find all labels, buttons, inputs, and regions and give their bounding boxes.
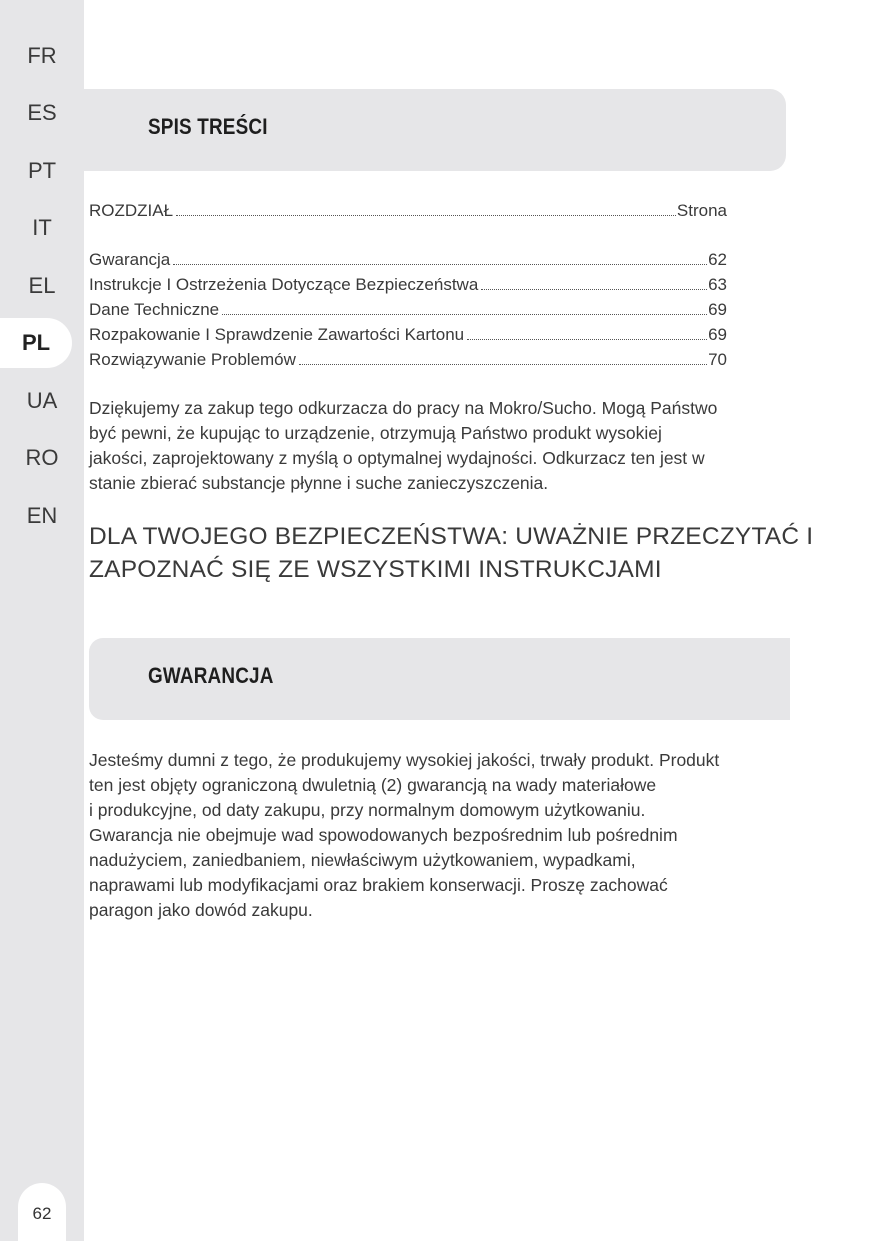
- toc-leader-dots: [299, 363, 707, 365]
- toc-entry-page: 62: [708, 250, 727, 269]
- safety-heading: [89, 520, 813, 586]
- heading-line: ZAPOZNAĆ SIĘ ZE WSZYSTKIMI INSTRUKCJAMI: [89, 556, 662, 583]
- paragraph-line: naprawami lub modyfikacjami oraz brakiem konserwacji. Proszę zachować: [89, 875, 668, 895]
- paragraph-line: nadużyciem, zaniedbaniem, niewłaściwym użytkowaniem, wypadkami,: [89, 850, 636, 870]
- toc-leader-dots: [173, 263, 707, 265]
- lang-tab-it[interactable]: IT: [32, 215, 52, 240]
- lang-tab-es[interactable]: ES: [27, 100, 57, 125]
- toc-leader-dots: [467, 338, 707, 340]
- toc-entry[interactable]: [89, 296, 727, 320]
- toc-entry[interactable]: [89, 321, 727, 345]
- toc-entry[interactable]: [89, 346, 727, 370]
- paragraph-line: Jesteśmy dumni z tego, że produkujemy wysokiej jakości, trwały produkt. Produkt: [89, 750, 720, 770]
- toc-header-label: ROZDZIAŁ: [89, 201, 174, 220]
- toc-entry-label: Rozpakowanie I Sprawdzenie Zawartości Kartonu: [89, 325, 465, 344]
- toc-entry[interactable]: [89, 246, 727, 270]
- heading-line: DLA TWOJEGO BEZPIECZEŃSTWA: UWAŻNIE PRZECZYTAĆ I: [89, 523, 814, 550]
- language-sidebar: [0, 0, 84, 1241]
- toc-header-page: Strona: [676, 201, 727, 220]
- toc-title: SPIS TREŚCI: [148, 114, 268, 139]
- paragraph-line: ten jest objęty ograniczoną dwuletnią (2) gwarancją na wady materiałowe: [89, 775, 657, 795]
- toc-entry-page: 69: [708, 325, 727, 344]
- lang-tab-el[interactable]: EL: [28, 273, 56, 298]
- toc-entry-page: 69: [708, 300, 727, 319]
- warranty-paragraph: [89, 748, 719, 923]
- paragraph-line: być pewni, że kupując to urządzenie, otrzymują Państwo produkt wysokiej: [89, 423, 662, 443]
- toc-entry[interactable]: [89, 271, 727, 295]
- lang-tab-pt[interactable]: PT: [27, 158, 57, 183]
- toc-entry-label: Rozwiązywanie Problemów: [89, 350, 296, 369]
- paragraph-line: i produkcyjne, od daty zakupu, przy normalnym domowym użytkowaniu.: [89, 800, 646, 820]
- toc-entry-label: Dane Techniczne: [89, 300, 220, 319]
- paragraph-line: jakości, zaprojektowany z myślą o optymalnej wydajności. Odkurzacz ten jest w: [89, 448, 705, 468]
- lang-tab-pl[interactable]: PL: [0, 318, 72, 368]
- toc-entry-page: 70: [708, 350, 727, 369]
- toc-header-row: [89, 197, 727, 221]
- toc-entry-page: 63: [708, 275, 727, 294]
- lang-tab-fr[interactable]: FR: [27, 43, 57, 68]
- toc-entry-label: Gwarancja: [89, 250, 171, 269]
- intro-paragraph: [89, 396, 717, 496]
- paragraph-line: Gwarancja nie obejmuje wad spowodowanych bezpośrednim lub pośrednim: [89, 825, 678, 845]
- warranty-title: GWARANCJA: [148, 663, 274, 688]
- toc-leader-dots: [481, 288, 707, 290]
- toc-entry-label: Instrukcje I Ostrzeżenia Dotyczące Bezpieczeństwa: [89, 275, 479, 294]
- paragraph-line: stanie zbierać substancje płynne i suche zanieczyszczenia.: [89, 473, 549, 493]
- toc-leader-dots: [176, 214, 676, 216]
- lang-tab-en[interactable]: EN: [26, 503, 58, 528]
- paragraph-line: paragon jako dowód zakupu.: [89, 900, 313, 920]
- paragraph-line: Dziękujemy za zakup tego odkurzacza do pracy na Mokro/Sucho. Mogą Państwo: [89, 398, 718, 418]
- toc-leader-dots: [222, 313, 707, 315]
- page-number: 62: [18, 1183, 66, 1241]
- lang-tab-ua[interactable]: UA: [26, 388, 58, 413]
- lang-tab-ro[interactable]: RO: [25, 445, 59, 470]
